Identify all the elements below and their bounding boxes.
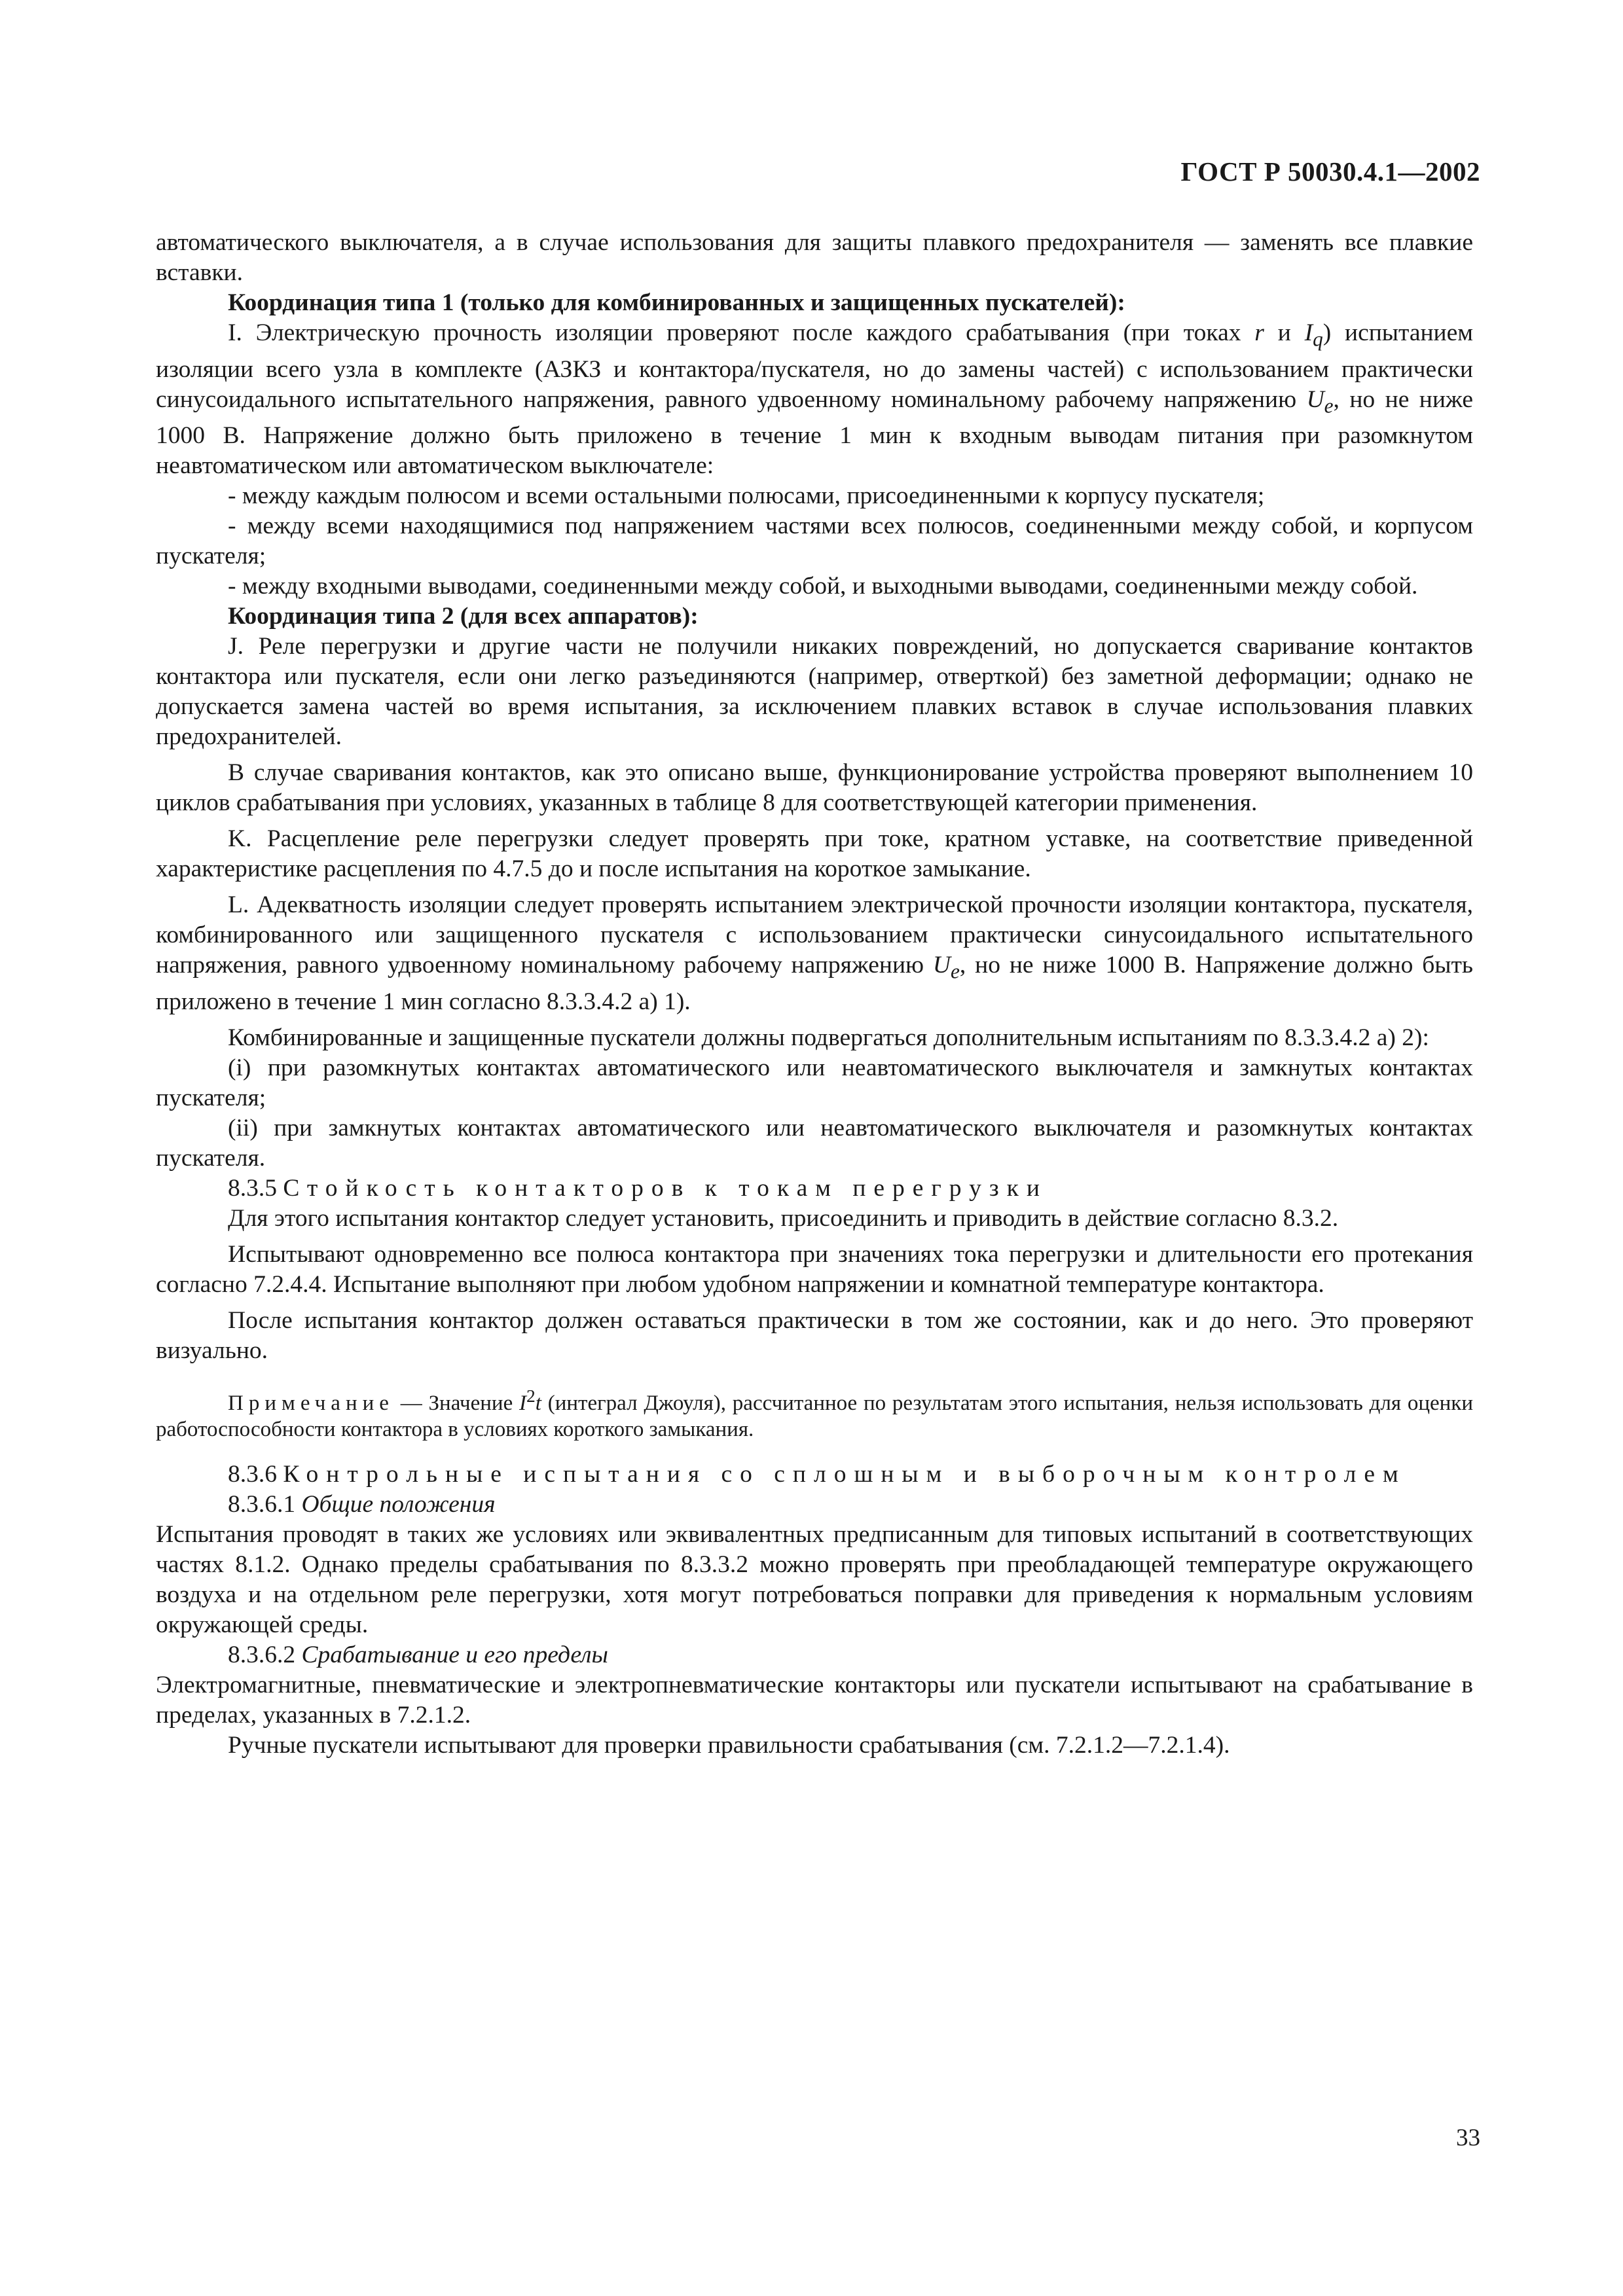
paragraph-item-K: K. Расцепление реле перегрузки следует проверять при токе, кратном уставке, на соответствие приведенной характеристике расцепления по 4.7.5 до и после испытания на короткое замыкание.: [156, 825, 1473, 882]
paragraph-8-3-5-setup: Для этого испытания контактор следует установить, присоединить и приводить в действие согласно 8.3.2.: [228, 1204, 1339, 1232]
section-heading-8-3-6-1: 8.3.6.1 Общие положения: [228, 1490, 496, 1518]
section-heading-8-3-5: 8.3.5 Стойкость контакторов к токам перегрузки: [228, 1174, 1048, 1202]
paragraph-continuation: автоматического выключателя, а в случае использования для защиты плавкого предохранителя — заменять все плавкие вставки.: [156, 229, 1473, 286]
section-heading-8-3-6: 8.3.6 Контрольные испытания со сплошным и выборочным контролем: [228, 1460, 1406, 1488]
heading-coordination-type-1: Координация типа 1 (только для комбинированных и защищенных пускателей):: [228, 289, 1125, 316]
list-item-ii: (ii) при замкнутых контактах автоматического или неавтоматического выключателя и разомкнутых контактах пускателя.: [156, 1114, 1473, 1172]
paragraph-item-L: L. Адекватность изоляции следует проверять испытанием электрической прочности изоляции контактора, пускателя, комбинированного или защищенного пускателя с использованием практически синусоидального испытательного напряжения, равного удвоенному номинальному рабочему напряжению $U_e$, но не ниже 1000 В. Напряжение должно быть приложено в течение 1 мин согласно 8.3.3.4.2 а) 1).: [156, 891, 1473, 1015]
heading-coordination-type-2: Координация типа 2 (для всех аппаратов):: [228, 603, 699, 630]
paragraph-item-J: J. Реле перегрузки и другие части не получили никаких повреждений, но допускается сваривание контактов контактора или пускателя, если они легко разъединяются (например, отверткой) без заметной деформации; однако не допускается замена частей во время испытания, за исключением плавких вставок в случае использования плавких предохранителей.: [156, 633, 1473, 750]
document-header: ГОСТ Р 50030.4.1—2002: [1180, 156, 1480, 187]
paragraph-welding: В случае сваривания контактов, как это описано выше, функционирование устройства проверяют выполнением 10 циклов срабатывания при условиях, указанных в таблице 8 для соответствующей категории применения.: [156, 759, 1473, 816]
page-number: 33: [1456, 2125, 1480, 2151]
paragraph-8-3-6-2-manual: Ручные пускатели испытывают для проверки правильности срабатывания (см. 7.2.1.2—7.2.1.4).: [228, 1731, 1230, 1759]
note: Примечание — Значение $I^2t$ (интеграл Джоуля), рассчитанное по результатам этого испытания, нельзя использовать для оценки работоспособности контактора в условиях короткого замыкания.: [156, 1385, 1474, 1441]
paragraph-8-3-6-1: Испытания проводят в таких же условиях или эквивалентных предписанным для типовых испытаний в соответствующих частях 8.1.2. Однако пределы срабатывания по 8.3.3.2 можно проверять при преобладающей температуре окружающего воздуха и на отдельном реле перегрузки, хотя могут потребоваться поправки для приведения к нормальным условиям окружающей среды.: [156, 1520, 1473, 1638]
document-body: [156, 228, 1473, 1761]
paragraph-8-3-6-2-electromagnetic: Электромагнитные, пневматические и электропневматические контакторы или пускатели испытывают на срабатывание в пределах, указанных в 7.2.1.2.: [156, 1671, 1473, 1729]
paragraph-combined-starters: Комбинированные и защищенные пускатели должны подвергаться дополнительным испытаниям по 8.3.3.4.2 а) 2):: [228, 1024, 1429, 1051]
paragraph-item-I: I. Электрическую прочность изоляции проверяют после каждого срабатывания (при токах r и $I_q$) испытанием изоляции всего узла в комплекте (АЗКЗ и контактора/пускателя, но до замены частей) с использованием практически синусоидального испытательного напряжения, равного удвоенному номинальному рабочему напряжению $U_e$, но не ниже 1000 В. Напряжение должно быть приложено в течение 1 мин к входным выводам питания при разомкнутом неавтоматическом или автоматическом выключателе:: [156, 319, 1473, 479]
list-item-dash-3: - между входными выводами, соединенными между собой, и выходными выводами, соединенными между собой.: [228, 573, 1418, 600]
list-item-dash-1: - между каждым полюсом и всеми остальными полюсами, присоединенными к корпусу пускателя;: [228, 482, 1265, 509]
list-item-i: (i) при разомкнутых контактах автоматического или неавтоматического выключателя и замкнутых контактах пускателя;: [156, 1054, 1473, 1111]
section-heading-8-3-6-2: 8.3.6.2 Срабатывание и его пределы: [228, 1641, 608, 1668]
list-item-dash-2: - между всеми находящимися под напряжением частями всех полюсов, соединенными между собой, и корпусом пускателя;: [156, 512, 1473, 569]
paragraph-8-3-5-result: После испытания контактор должен оставаться практически в том же состоянии, как и до него. Это проверяют визуально.: [156, 1306, 1473, 1364]
paragraph-8-3-5-test: Испытывают одновременно все полюса контактора при значениях тока перегрузки и длительности его протекания согласно 7.2.4.4. Испытание выполняют при любом удобном напряжении и комнатной температуре контактора.: [156, 1240, 1473, 1298]
